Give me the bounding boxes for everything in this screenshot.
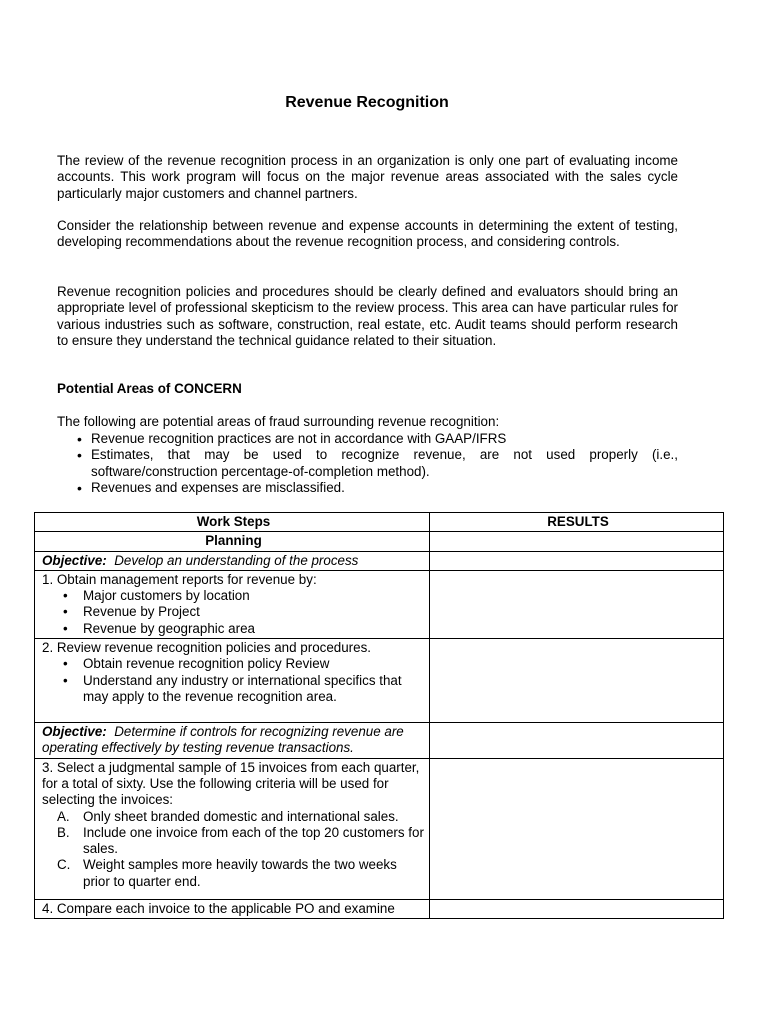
step-text: 2. Review revenue recognition policies and procedures. [42,640,372,656]
concern-item: • Revenue recognition practices are not in accordance with GAAP/IFRS [91,431,678,447]
step-cell [35,639,430,723]
objective-label: Objective: [42,552,107,568]
results-cell [430,639,724,723]
results-cell [430,723,724,759]
list-item: • Understand any industry or international specifics that may apply to the revenue recognition area. [83,673,425,706]
list-marker: A. [57,808,70,824]
objective-text: Develop an understanding of the process [114,552,359,568]
objective-cell [35,551,430,570]
step-cell: 4. Compare each invoice to the applicable PO and examine [35,899,430,918]
work-steps-header: Work Steps [35,513,430,532]
relationship-paragraph: Consider the relationship between revenue and expense accounts in determining the extent of testing, developing recommendations about the revenue recognition process, and considering controls. [57,218,678,250]
step-cell [35,758,430,899]
results-header: RESULTS [430,513,724,532]
policies-paragraph: Revenue recognition policies and procedures should be clearly defined and evaluators should bring an appropriate level of professional skepticism to the review process. This area can have particular rules for various industries such as software, construction, real estate, etc. Audit teams should perform research to ensure they understand the technical guidance related to their situation. [57,284,678,348]
step-list [42,656,425,705]
intro-paragraph: The review of the revenue recognition process in an organization is only one part of evaluating income accounts. This work program will focus on the major revenue areas associated with the sales cycle particularly major customers and channel partners. [57,153,678,201]
table-header-row [35,513,724,532]
table-row [35,758,724,899]
concern-item: • Estimates, that may be used to recognize revenue, are not used properly (i.e., software/construction percentage-of-completion method). [91,447,678,480]
table-row [35,551,724,570]
objective-text: Determine if controls for recognizing revenue are operating effectively by testing revenue transactions. [42,724,404,756]
work-steps-table [34,512,724,919]
planning-label: Planning [35,532,430,551]
objective-label: Objective: [42,724,107,740]
list-item [57,824,425,858]
objective-cell [35,723,430,759]
concern-heading: Potential Areas of CONCERN [57,381,242,396]
list-item: • Revenue by geographic area [83,621,425,637]
results-cell [430,532,724,551]
list-item [57,857,425,890]
results-cell [430,899,724,918]
document-title: Revenue Recognition [285,94,449,111]
step-text: 3. Select a judgmental sample of 15 invoices from each quarter, for a total of sixty. Use the following criteria will be used for selecting the invoices: [42,759,420,808]
list-item [57,808,425,825]
step-cell [35,570,430,638]
step-text: 1. Obtain management reports for revenue by: [42,571,317,587]
list-item: • Obtain revenue recognition policy Review [83,656,425,672]
results-cell [430,551,724,570]
concern-item: • Revenues and expenses are misclassified. [91,480,678,496]
list-item-text: Weight samples more heavily towards the two weeks prior to quarter end. [83,857,397,889]
list-item-text: Include one invoice from each of the top 20 customers for sales. [83,824,424,857]
list-marker: B. [57,824,70,840]
list-item: • Revenue by Project [83,604,425,620]
concern-list [91,431,678,496]
results-cell [430,758,724,899]
step-list [42,809,425,890]
table-row [35,723,724,759]
table-row [35,532,724,551]
table-row [35,570,724,638]
list-item-text: Only sheet branded domestic and international sales. [83,808,399,824]
concern-intro: The following are potential areas of fraud surrounding revenue recognition: [57,414,500,429]
step-list [42,588,425,637]
results-cell [430,570,724,638]
table-row [35,899,724,918]
table-row [35,639,724,723]
list-marker: C. [57,857,71,873]
list-item: • Major customers by location [83,588,425,604]
